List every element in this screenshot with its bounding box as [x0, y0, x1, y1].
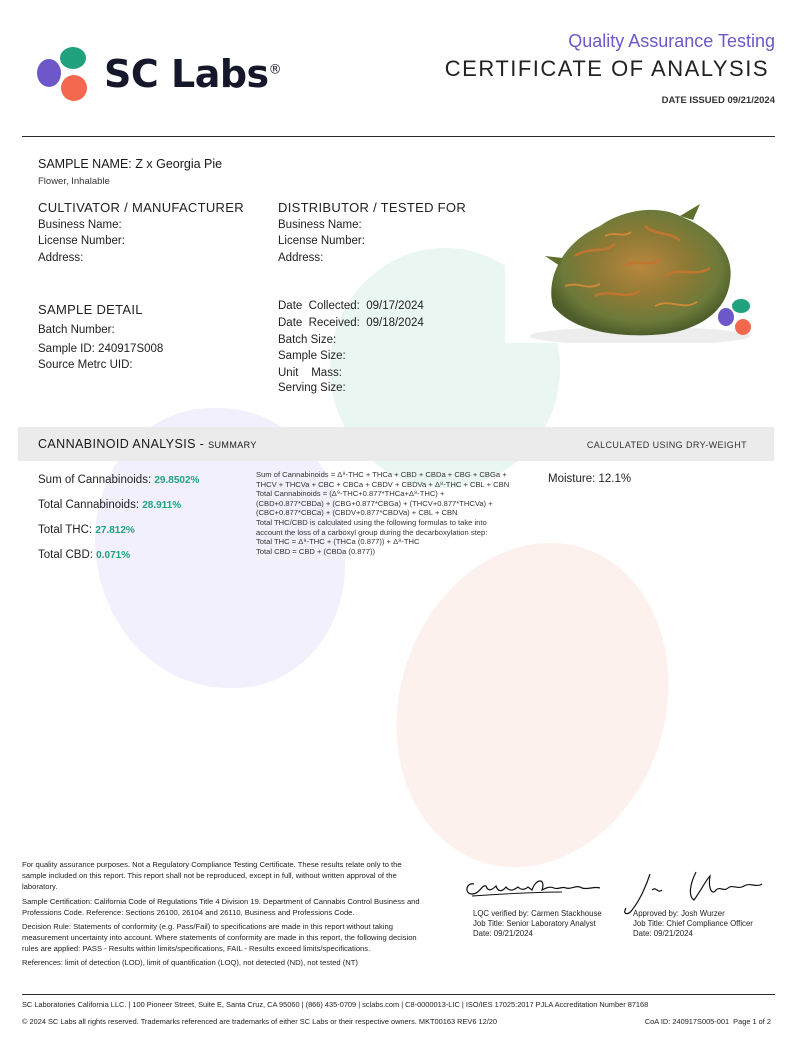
thc-value: 27.812%: [95, 525, 135, 536]
logo-wordmark: SC Labs®: [104, 52, 282, 96]
distributor-license: License Number:: [278, 235, 365, 247]
formula-line: Total CBD = CBD + (CBDa (0.877)): [256, 546, 376, 556]
sample-name-value: Z x Georgia Pie: [135, 157, 223, 171]
signer2-approved: Approved by: Josh Wurzer: [633, 909, 725, 918]
disclaimer: For quality assurance purposes. Not a Regulatory Compliance Testing Certificate. These results relate only to the sample included on this report. This report shall not be reproduced, except in full, without written approval of the laboratory.: [22, 860, 402, 891]
cannabis-flower-image: [505, 196, 775, 343]
cultivator-business: Business Name:: [38, 219, 122, 231]
summary-heading: [38, 437, 257, 451]
summary-heading-small: SUMMARY: [208, 440, 257, 450]
signer2-block: [633, 909, 753, 939]
total-cannabinoids: [38, 499, 181, 511]
distributor-heading: DISTRIBUTOR / TESTED FOR: [278, 200, 467, 215]
decision-rule: Decision Rule: Statements of conformity (e.g. Pass/Fail) to specifications are made in this report without taking measurement uncertainty into account. Where statements of conformity are made in this report, the following decision rules are applied: PASS - Results within limits/specifications, FAIL - Results exceed limits/specifications.: [22, 922, 417, 953]
references: References: limit of detection (LOD), limit of quantification (LOQ), not detected (ND), not tested (NT): [22, 958, 358, 967]
product-image: [505, 196, 775, 343]
cultivator-license: License Number:: [38, 235, 125, 247]
sum-value: 29.8502%: [154, 475, 200, 486]
batch-size: Batch Size:: [278, 334, 337, 346]
qa-title: Quality Assurance Testing: [568, 31, 775, 51]
formula-line: account the loss of a carboxyl group during the decarboxylation step:: [256, 527, 488, 537]
formula-line: Total THC = Δ⁹-THC + (THCa (0.877)) + Δ⁸-THC: [256, 537, 420, 547]
formula-line: (CBD+0.877*CBDa) + (CBG+0.877*CBGa) + (THCV+0.877*THCVa) +: [256, 498, 493, 508]
sample-name-label: SAMPLE NAME:: [38, 157, 132, 171]
header-divider: [22, 136, 775, 137]
sample-certification: Sample Certification: California Code of Regulations Title 4 Division 19. Department of Cannabis Control Business and Professions Code. Reference: Sections 26100, 26104 and 26110, Business and Professions Code.: [22, 897, 420, 917]
total-label: Total Cannabinoids:: [38, 499, 143, 511]
sum-cannabinoids: [38, 474, 199, 486]
date-collected: Date Collected: 09/17/2024: [278, 300, 424, 312]
copyright: © 2024 SC Labs all rights reserved. Trademarks referenced are trademarks of either SC Labs or their respective owners. MKT00163 REV6 12/20: [22, 1017, 497, 1026]
signer2-date: Date: 09/21/2024: [633, 929, 693, 938]
sum-label: Sum of Cannabinoids:: [38, 474, 155, 486]
thc-label: Total THC:: [38, 524, 96, 536]
date-received: Date Received: 09/18/2024: [278, 317, 424, 329]
distributor-address: Address:: [278, 252, 324, 264]
distributor-business: Business Name:: [278, 219, 362, 231]
cultivator-address: Address:: [38, 252, 84, 264]
formula-notes: [256, 470, 528, 556]
total-thc: [38, 524, 135, 536]
total-cbd: [38, 549, 130, 561]
watermark-orange-shape: [355, 507, 709, 903]
signature-carmen: [462, 870, 612, 908]
company-line: SC Laboratories California LLC. | 100 Pioneer Street, Suite E, Santa Cruz, CA 95060 | (866) 435-0709 | sclabs.com | C8-0000013-LIC | ISO/IES 17025:2017 PJLA Accreditation Number 87168: [22, 1000, 649, 1009]
unit-mass: Unit Mass:: [278, 367, 342, 379]
signer1-date: Date: 09/21/2024: [473, 929, 533, 938]
sample-type: Flower, Inhalable: [38, 176, 110, 187]
cultivator-heading: CULTIVATOR / MANUFACTURER: [38, 200, 244, 215]
sample-detail-heading: SAMPLE DETAIL: [38, 302, 143, 317]
source-metrc-uid: Source Metrc UID:: [38, 359, 133, 371]
formula-line: (CBC+0.877*CBCa) + (CBDV+0.877*CBDVa) + CBL + CBN: [256, 508, 458, 518]
footer-divider: [22, 994, 775, 995]
cbd-label: Total CBD:: [38, 549, 97, 561]
sample-id: Sample ID: 240917S008: [38, 343, 164, 355]
date-issued: DATE ISSUED 09/21/2024: [661, 95, 775, 106]
summary-heading-text: CANNABINOID ANALYSIS -: [38, 437, 209, 451]
formula-line: THCV + THCVa + CBC + CBCa + CBDV + CBDVa + Δ⁸-THC + CBL + CBN: [256, 479, 510, 489]
cbd-value: 0.071%: [96, 550, 131, 561]
formula-line: Total THC/CBD is calculated using the following formulas to take into: [256, 517, 487, 527]
signer2-title: Job Title: Chief Compliance Officer: [633, 919, 753, 928]
coa-title: CERTIFICATE OF ANALYSIS: [444, 56, 769, 81]
coa-id: CoA ID: 240917S005-001 Page 1 of 2: [644, 1017, 771, 1026]
serving-size: Serving Size:: [278, 382, 346, 394]
signer1-title: Job Title: Senior Laboratory Analyst: [473, 919, 596, 928]
total-value: 28.911%: [142, 500, 182, 511]
calc-note: CALCULATED USING DRY-WEIGHT: [586, 440, 747, 450]
moisture: Moisture: 12.1%: [548, 473, 632, 485]
logo: [36, 46, 286, 106]
signer1-block: [473, 909, 602, 939]
formula-line: Sum of Cannabinoids = Δ⁹-THC + THCa + CBD + CBDa + CBG + CBGa +: [256, 470, 507, 479]
batch-number: Batch Number:: [38, 324, 115, 336]
sample-size: Sample Size:: [278, 350, 346, 362]
formula-line: Total Cannabinoids = (Δ⁹-THC+0.877*THCa+Δ⁸-THC) +: [256, 489, 445, 499]
logo-icon: [36, 46, 92, 104]
sample-name: [38, 157, 222, 171]
signer1-verified: LQC verified by: Carmen Stackhouse: [473, 909, 602, 918]
